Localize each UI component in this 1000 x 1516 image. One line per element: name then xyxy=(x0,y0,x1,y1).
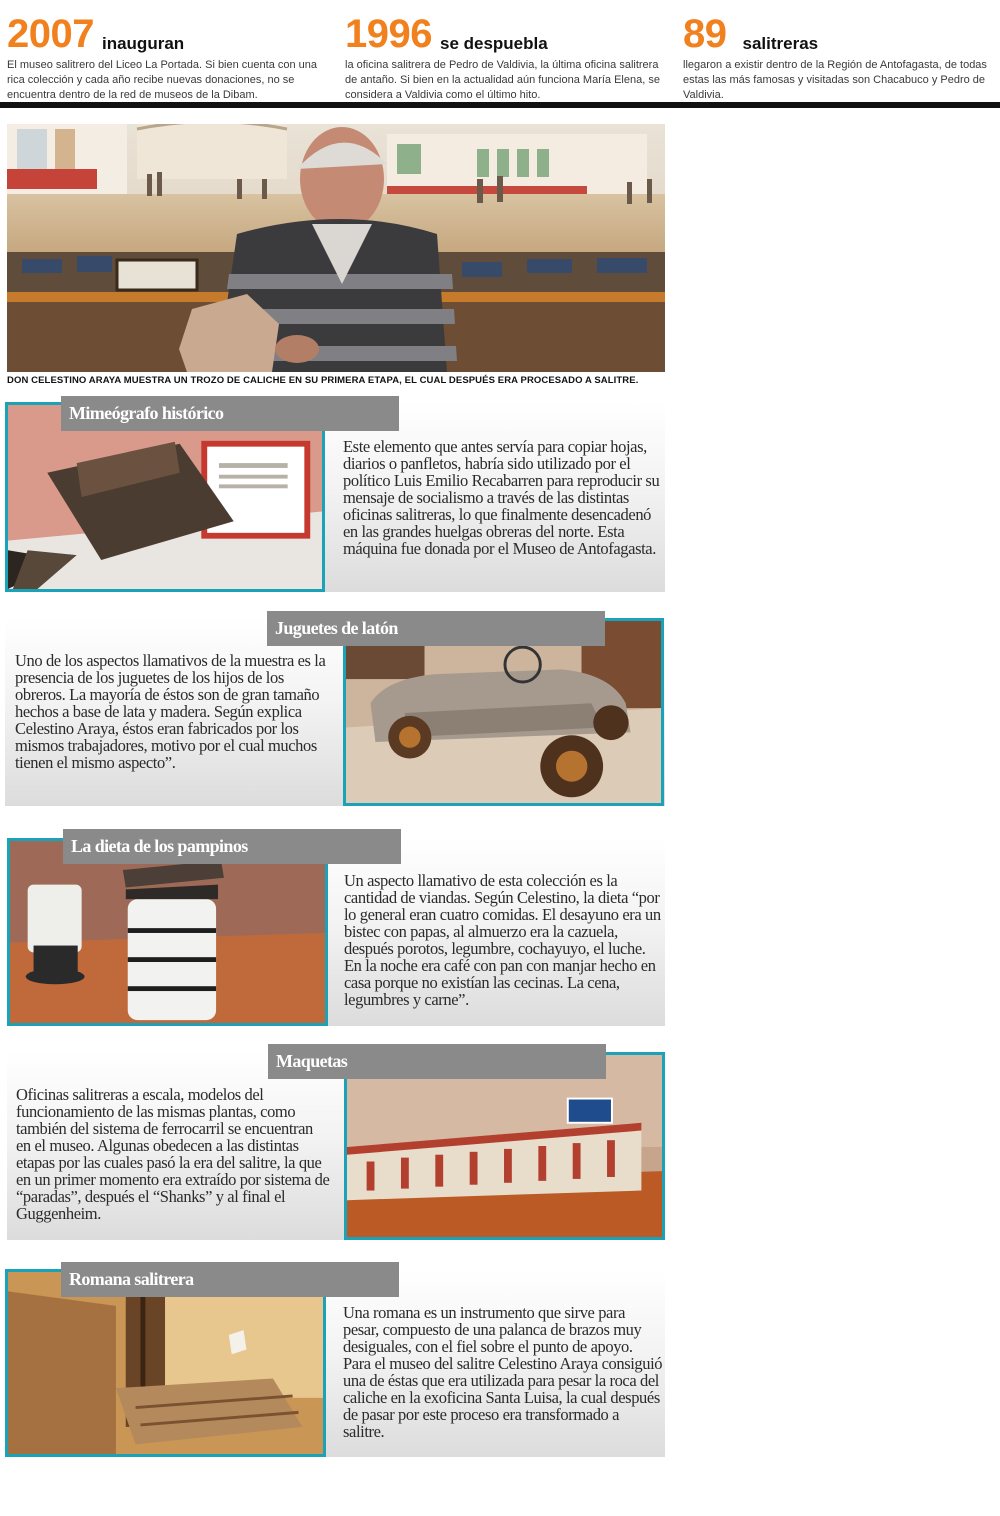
stat-text: la oficina salitrera de Pedro de Valdivia, la última oficina salitrera de antaño. Si bien en la actualidad aún funciona María Elena, se considera a Valdivia como el último hito. xyxy=(345,59,660,101)
top-divider xyxy=(0,102,1000,108)
stat-number: 1996 xyxy=(345,12,432,56)
hero-caption: DON CELESTINO ARAYA MUESTRA UN TROZO DE CALICHE EN SU PRIMERA ETAPA, EL CUAL DESPUÉS ERA PROCESADO A SALITRE. xyxy=(7,375,639,386)
section-title: La dieta de los pampinos xyxy=(63,829,401,864)
section-body xyxy=(343,438,663,557)
section-text: Uno de los aspectos llamativos de la muestra es la presencia de los juguetes de los hijos de los obreros. La mayoría de éstos son de gran tamaño hechos a base de lata y madera. Según explica Celestino Araya, éstos eran fabricados por los mismos trabajadores, motivo por el cual muchos tienen el mismo aspecto”. xyxy=(15,651,326,772)
lunch-tins-photo xyxy=(7,838,328,1026)
model-building-photo xyxy=(344,1052,665,1240)
scale-photo xyxy=(5,1269,326,1457)
section-body xyxy=(344,872,664,1008)
stat-number: 89 xyxy=(683,12,727,56)
stat-1996 xyxy=(345,8,665,103)
hero-photo xyxy=(7,124,665,372)
section-text: Oficinas salitreras a escala, modelos del funcionamiento de las mismas plantas, como también del sistema de ferrocarril se encuentran en el museo. Algunas obedecen a las distintas etapas por las cuales pasó la era del salitre, la que en un primer momento era extraído por sistema de “paradas”, después el “Shanks” y al final el Guggenheim. xyxy=(16,1085,330,1223)
section-title: Juguetes de latón xyxy=(267,611,605,646)
section-text: Un aspecto llamativo de esta colección es la cantidad de viandas. Según Celestino, la dieta “por lo general eran cuatro comidas. El desayuno era un bistec con papas, al almuerzo era la cazuela, después porotos, legumbre, cochayuyo, el luche. En la noche era café con pan con manjar hecho en casa porque no existían las cecinas. La cena, legumbres y carne”. xyxy=(344,871,661,1009)
stat-2007 xyxy=(7,8,327,103)
section-body xyxy=(16,1086,331,1222)
section-title: Romana salitrera xyxy=(61,1262,399,1297)
stat-label: inauguran xyxy=(101,34,185,53)
stat-label: salitreras xyxy=(742,34,819,53)
section-text: Este elemento que antes servía para copiar hojas, diarios o panfletos, habría sido utilizado por el político Luis Emilio Recabarren para reproducir su mensaje de socialismo a través de las distintas oficinas salitreras, lo que finalmente desencadenó en las grandes huelgas obreras del norte. Esta máquina fue donada por el Museo de Antofagasta. xyxy=(343,437,660,558)
section-body xyxy=(15,652,330,771)
stat-89 xyxy=(683,8,1000,103)
stat-number: 2007 xyxy=(7,12,94,56)
section-title: Maquetas xyxy=(268,1044,606,1079)
section-body xyxy=(343,1304,663,1440)
toy-car-photo xyxy=(343,618,664,806)
section-title: Mimeógrafo histórico xyxy=(61,396,399,431)
stat-text: llegaron a existir dentro de la Región de Antofagasta, de todas estas las más famosas y visitadas son Chacabuco y Pedro de Valdivia. xyxy=(683,59,987,101)
stat-label: se despuebla xyxy=(439,34,548,53)
section-text: Una romana es un instrumento que sirve para pesar, compuesto de una palanca de brazos muy desiguales, con el fiel sobre el punto de apoyo. Para el museo del salitre Celestino Araya consiguió una de éstas que era utilizada para pesar la roca del caliche en la exoficina Santa Luisa, la cual después de pasar por este proceso era transformado a salitre. xyxy=(343,1303,663,1441)
stat-text: El museo salitrero del Liceo La Portada. Si bien cuenta con una rica colección y cada año recibe nuevas donaciones, no se encuentra dentro de la red de museos de la Dibam. xyxy=(7,59,318,101)
